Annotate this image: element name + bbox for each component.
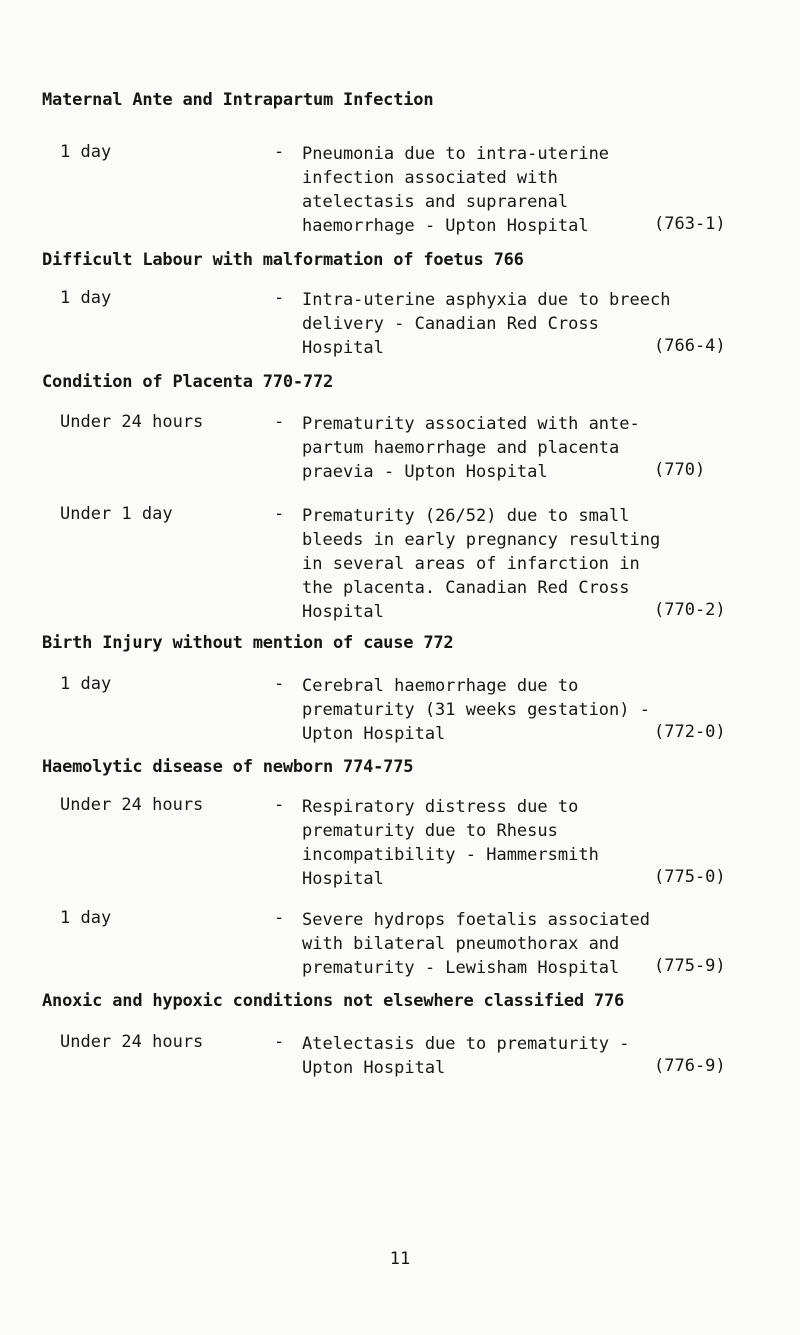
description-line: Pneumonia due to intra-uterine xyxy=(302,144,610,164)
section-heading: Difficult Labour with malformation of foetus 766 xyxy=(42,250,524,270)
description-line: with bilateral pneumothorax and xyxy=(302,934,620,954)
description-line: Upton Hospital xyxy=(302,724,446,744)
section-heading: Maternal Ante and Intrapartum Infection xyxy=(42,90,434,110)
entry-dash: - xyxy=(274,288,285,308)
description-line: Atelectasis due to prematurity - xyxy=(302,1034,630,1054)
description-line: Hospital xyxy=(302,602,384,622)
entry-code: (772-0) xyxy=(654,722,726,742)
entry-age: Under 24 hours xyxy=(60,1032,204,1052)
section-heading: Haemolytic disease of newborn 774-775 xyxy=(42,757,414,777)
entry-age: 1 day xyxy=(60,288,112,308)
section-heading: Condition of Placenta 770-772 xyxy=(42,372,334,392)
description-line: prematurity due to Rhesus xyxy=(302,821,558,841)
section-heading: Birth Injury without mention of cause 772 xyxy=(42,633,454,653)
description-line: haemorrhage - Upton Hospital xyxy=(302,216,589,236)
entry-code: (775-0) xyxy=(654,867,726,887)
description-line: delivery - Canadian Red Cross xyxy=(302,314,599,334)
entry-dash: - xyxy=(274,674,285,694)
entry-age: Under 24 hours xyxy=(60,795,204,815)
description-line: Respiratory distress due to xyxy=(302,797,579,817)
description-line: the placenta. Canadian Red Cross xyxy=(302,578,630,598)
description-line: Intra-uterine asphyxia due to breech xyxy=(302,290,671,310)
entry-code: (766-4) xyxy=(654,336,726,356)
description-line: Prematurity associated with ante- xyxy=(302,414,640,434)
description-line: Upton Hospital xyxy=(302,1058,446,1078)
entry-age: 1 day xyxy=(60,908,112,928)
entry-age: 1 day xyxy=(60,142,112,162)
entry-code: (770) xyxy=(654,460,706,480)
description-line: Severe hydrops foetalis associated xyxy=(302,910,650,930)
description-line: praevia - Upton Hospital xyxy=(302,462,548,482)
description-line: Hospital xyxy=(302,869,384,889)
description-line: Hospital xyxy=(302,338,384,358)
entry-dash: - xyxy=(274,1032,285,1052)
section-heading: Anoxic and hypoxic conditions not elsewhere classified 776 xyxy=(42,991,625,1011)
description-line: partum haemorrhage and placenta xyxy=(302,438,620,458)
entry-dash: - xyxy=(274,504,285,524)
entry-age: 1 day xyxy=(60,674,112,694)
entry-age: Under 24 hours xyxy=(60,412,204,432)
entry-dash: - xyxy=(274,908,285,928)
entry-code: (776-9) xyxy=(654,1056,726,1076)
description-line: Prematurity (26/52) due to small xyxy=(302,506,630,526)
description-line: atelectasis and suprarenal xyxy=(302,192,569,212)
description-line: infection associated with xyxy=(302,168,558,188)
page-number: 11 xyxy=(389,1249,411,1269)
description-line: Cerebral haemorrhage due to xyxy=(302,676,579,696)
entry-dash: - xyxy=(274,412,285,432)
entry-code: (763-1) xyxy=(654,214,726,234)
entry-code: (775-9) xyxy=(654,956,726,976)
entry-dash: - xyxy=(274,142,285,162)
description-line: prematurity - Lewisham Hospital xyxy=(302,958,620,978)
description-line: bleeds in early pregnancy resulting xyxy=(302,530,661,550)
description-line: incompatibility - Hammersmith xyxy=(302,845,599,865)
entry-age: Under 1 day xyxy=(60,504,173,524)
description-line: in several areas of infarction in xyxy=(302,554,640,574)
entry-code: (770-2) xyxy=(654,600,726,620)
entry-dash: - xyxy=(274,795,285,815)
description-line: prematurity (31 weeks gestation) - xyxy=(302,700,650,720)
